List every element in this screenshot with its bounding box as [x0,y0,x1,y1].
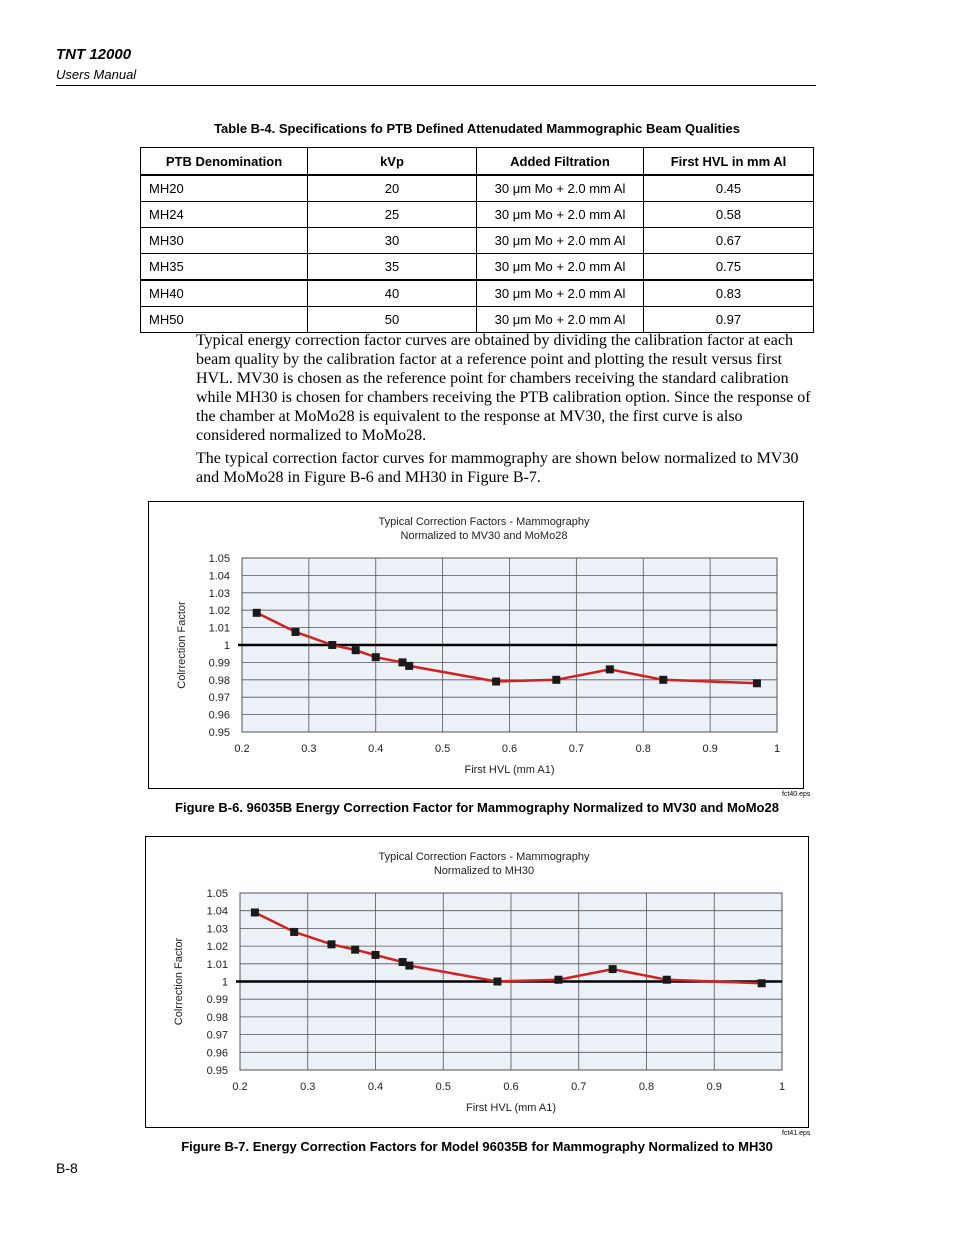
table-row [141,280,814,307]
y-tick-label: 1.05 [208,553,230,565]
x-tick-label: 0.7 [568,743,585,755]
data-point [290,928,298,936]
table-cell: 30 μm Mo + 2.0 mm Al [477,307,644,333]
manual-subtitle: Users Manual [56,67,137,82]
table-caption: Table B-4. Specifications fo PTB Defined Attenudated Mammographic Beam Qualities [214,121,740,136]
chart-title: Typical Correction Factors - Mammography [378,851,590,863]
data-point [352,646,360,654]
x-tick-label: 0.7 [571,1081,587,1093]
table-cell: 30 μm Mo + 2.0 mm Al [477,175,644,202]
table-row [141,228,814,254]
y-tick-label: 0.97 [208,692,230,705]
table-cell: 30 μm Mo + 2.0 mm Al [477,202,644,228]
y-tick-label: 1.03 [208,587,230,600]
column-header: Added Filtration [477,148,644,176]
chart-svg [149,502,803,788]
beam-quality-table [140,147,814,333]
y-tick-label: 1.03 [206,923,228,936]
eps-filename: fct41.eps [782,1130,811,1137]
x-tick-label: 0.9 [702,743,718,755]
table-cell: 40 [308,280,477,307]
data-point [493,978,501,986]
table-cell: 30 μm Mo + 2.0 mm Al [477,254,644,281]
table-row [141,175,814,202]
y-tick-label: 1 [221,976,228,989]
table-cell: 0.83 [644,280,814,307]
column-header: kVp [308,148,477,176]
y-tick-label: 0.98 [208,674,230,687]
table-cell: MH30 [141,228,308,254]
data-point [292,628,300,636]
x-tick-label: 0.3 [301,743,317,755]
figure-caption: Figure B-7. Energy Correction Factors for Model 96035B for Mammography Normalized to MH30 [181,1139,773,1154]
y-tick-label: 0.96 [208,709,230,722]
x-axis-label: First HVL (mm A1) [464,764,555,776]
y-tick-label: 1.04 [208,570,230,583]
data-point [405,662,413,670]
table-cell: 30 μm Mo + 2.0 mm Al [477,228,644,254]
data-point [251,908,259,916]
table-row [141,202,814,228]
y-tick-label: 0.97 [206,1029,228,1042]
table-header-row [141,148,814,176]
table-cell: 0.97 [644,307,814,333]
data-point [758,979,766,987]
y-tick-label: 0.98 [206,1011,228,1024]
data-point [609,965,617,973]
x-tick-label: 1 [778,1081,786,1093]
table-cell: MH20 [141,175,308,202]
y-tick-label: 0.96 [206,1047,228,1060]
chart-subtitle: Normalized to MV30 and MoMo28 [400,530,568,542]
x-tick-label: 0.9 [706,1081,722,1093]
y-tick-label: 1.04 [206,905,228,918]
data-point [405,962,413,970]
x-tick-label: 0.4 [368,743,384,755]
data-point [659,676,667,684]
table-cell: 50 [308,307,477,333]
y-tick-label: 1.05 [206,888,228,900]
data-point [351,946,359,954]
data-point [253,609,261,617]
y-tick-label: 0.95 [206,1065,228,1077]
table-cell: MH35 [141,254,308,281]
table-cell: 0.75 [644,254,814,281]
table-cell: MH40 [141,280,308,307]
x-tick-label: 0.5 [434,743,451,755]
body-paragraph: Typical energy correction factor curves are obtained by dividing the calibration factor at each beam quality by the calibration factor at a reference point and plotting the result versus first HVL. MV30 is chosen as the reference point for chambers receiving the standard calibration while MH30 is chosen for chambers receiving the PTB calibration option. Since the response of the chamber at MoMo28 is equivalent to the response at MV30, the first curve is also considered normalized to MoMo28. [196,332,811,444]
table-row [141,307,814,333]
column-header: First HVL in mm Al [644,148,814,176]
table-cell: 30 μm Mo + 2.0 mm Al [477,280,644,307]
x-tick-label: 0.8 [635,743,651,755]
data-point [372,951,380,959]
chart-subtitle: Normalized to MH30 [433,865,535,877]
y-tick-label: 0.95 [208,727,230,739]
x-tick-label: 0.2 [234,743,250,755]
data-point [327,940,335,948]
manual-title: TNT 12000 [56,46,132,63]
y-tick-label: 1.01 [206,958,228,971]
chart-svg [146,837,808,1127]
data-point [492,678,500,686]
column-header: PTB Denomination [141,148,308,176]
table-cell: MH50 [141,307,308,333]
y-tick-label: 1.01 [208,622,230,635]
x-tick-label: 0.2 [232,1081,248,1093]
data-point [663,976,671,984]
data-point [554,976,562,984]
page-number: B-8 [56,1160,78,1176]
table-row [141,254,814,281]
data-point [328,641,336,649]
y-tick-label: 1.02 [206,941,228,954]
y-axis-label: Colrrection Factor [176,601,188,689]
x-tick-label: 0.4 [367,1081,384,1093]
x-tick-label: 0.3 [300,1081,316,1093]
y-tick-label: 1 [223,640,230,652]
x-axis-label: First HVL (mm A1) [465,1102,557,1114]
data-point [753,679,761,687]
table-cell: 0.45 [644,175,814,202]
table-cell: MH24 [141,202,308,228]
body-paragraph: The typical correction factor curves for mammography are shown below normalized to MV30 and MoMo28 in Figure B-6 and MH30 in Figure B-7. [196,450,799,486]
x-tick-label: 0.5 [435,1081,451,1093]
x-tick-label: 0.6 [503,1081,519,1093]
table-cell: 25 [308,202,477,228]
table-cell: 20 [308,175,477,202]
table-cell: 0.58 [644,202,814,228]
table-cell: 0.67 [644,228,814,254]
figure-caption: Figure B-6. 96035B Energy Correction Factor for Mammography Normalized to MV30 and MoMo28 [175,800,779,815]
y-axis-label: Colrrection Factor [173,937,185,1026]
table-cell: 30 [308,228,477,254]
figure-b6-chart [148,501,804,789]
header-rule [56,85,816,86]
figure-b7-chart [145,836,809,1128]
y-tick-label: 1.02 [208,605,230,618]
data-point [552,676,560,684]
eps-filename: fct40.eps [782,791,811,798]
table-cell: 35 [308,254,477,281]
x-tick-label: 0.6 [501,743,518,755]
chart-title: Typical Correction Factors - Mammography [378,516,590,528]
data-point [606,665,614,673]
x-tick-label: 0.8 [638,1081,655,1093]
y-tick-label: 0.99 [208,657,230,670]
x-tick-label: 1 [773,743,781,755]
y-tick-label: 0.99 [206,994,228,1007]
data-point [372,653,380,661]
